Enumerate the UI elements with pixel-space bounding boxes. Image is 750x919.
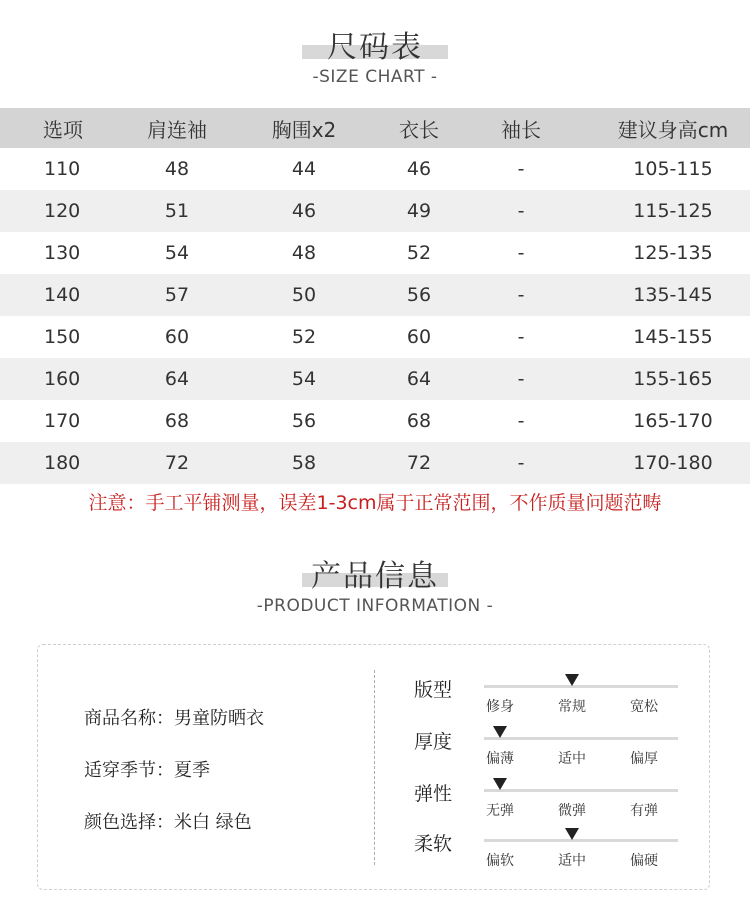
measurement-note: 注意：手工平铺测量，误差1-3cm属于正常范围，不作质量问题范畴 bbox=[88, 492, 662, 514]
table-cell: 135-145 bbox=[584, 274, 750, 316]
scale-option: 偏软 bbox=[486, 853, 514, 869]
table-cell: 105-115 bbox=[633, 158, 713, 180]
table-cell: 155-165 bbox=[584, 358, 750, 400]
table-cell: - bbox=[517, 326, 525, 348]
table-row bbox=[0, 316, 750, 358]
scale-line bbox=[484, 737, 678, 740]
table-cell: 56 bbox=[380, 274, 458, 316]
selected-marker-icon bbox=[493, 778, 507, 790]
table-cell: - bbox=[517, 410, 525, 432]
table-cell: 46 bbox=[406, 158, 432, 180]
header-length: 衣长 bbox=[380, 108, 458, 148]
table-cell: 115-125 bbox=[584, 190, 750, 232]
product-info-subtitle: -PRODUCT INFORMATION - bbox=[256, 596, 494, 616]
table-cell: 165-170 bbox=[633, 410, 713, 432]
size-chart-subtitle: -SIZE CHART - bbox=[312, 67, 438, 87]
table-row bbox=[0, 358, 750, 400]
table-cell: 160 bbox=[0, 358, 126, 400]
header-shoulder-sleeve: 肩连袖 bbox=[126, 108, 228, 148]
table-cell: - bbox=[517, 158, 525, 180]
size-table bbox=[0, 108, 750, 484]
info-label: 颜色选择： bbox=[84, 812, 174, 833]
scale-line bbox=[484, 789, 678, 792]
attribute-label: 厚度 bbox=[414, 731, 453, 753]
scale-option: 偏硬 bbox=[630, 853, 658, 869]
table-cell: 180 bbox=[0, 442, 126, 484]
table-cell: 72 bbox=[126, 442, 228, 484]
table-cell: 50 bbox=[228, 274, 380, 316]
table-row bbox=[0, 442, 750, 484]
table-cell: 54 bbox=[164, 242, 190, 264]
table-cell: 68 bbox=[406, 410, 432, 432]
header-height: 建议身高cm bbox=[584, 108, 750, 148]
table-cell: 60 bbox=[164, 326, 190, 348]
product-info-title: 产品信息 bbox=[311, 559, 439, 594]
attribute-label: 弹性 bbox=[414, 783, 453, 805]
scale-option: 有弹 bbox=[630, 803, 658, 819]
table-cell: 48 bbox=[291, 242, 317, 264]
scale-option: 偏薄 bbox=[486, 751, 514, 767]
selected-marker-icon bbox=[565, 674, 579, 686]
selected-marker-icon bbox=[565, 828, 579, 840]
table-cell: 64 bbox=[380, 358, 458, 400]
info-row-name bbox=[84, 704, 264, 730]
table-cell: 46 bbox=[228, 190, 380, 232]
table-cell: 49 bbox=[380, 190, 458, 232]
table-cell: 150 bbox=[44, 326, 81, 348]
info-divider bbox=[374, 670, 375, 865]
table-cell: - bbox=[458, 358, 584, 400]
table-cell: 48 bbox=[164, 158, 190, 180]
table-cell: 110 bbox=[44, 158, 81, 180]
info-label: 适穿季节： bbox=[84, 760, 174, 781]
table-cell: - bbox=[458, 190, 584, 232]
table-row bbox=[0, 190, 750, 232]
table-cell: 72 bbox=[380, 442, 458, 484]
table-row bbox=[0, 232, 750, 274]
info-row-season bbox=[84, 756, 210, 782]
size-table-header-row bbox=[0, 108, 750, 148]
table-cell: 120 bbox=[0, 190, 126, 232]
table-cell: - bbox=[458, 274, 584, 316]
size-chart-title: 尺码表 bbox=[327, 30, 423, 65]
table-cell: 170-180 bbox=[584, 442, 750, 484]
scale-line bbox=[484, 685, 678, 688]
selected-marker-icon bbox=[493, 726, 507, 738]
info-value: 夏季 bbox=[174, 760, 210, 781]
info-value: 米白 绿色 bbox=[174, 812, 252, 833]
table-cell: 64 bbox=[126, 358, 228, 400]
table-cell: 44 bbox=[291, 158, 317, 180]
table-cell: 140 bbox=[0, 274, 126, 316]
table-cell: 130 bbox=[44, 242, 81, 264]
table-cell: 52 bbox=[406, 242, 432, 264]
header-sleeve-length: 袖长 bbox=[458, 108, 584, 148]
attribute-label: 柔软 bbox=[414, 833, 453, 855]
scale-option: 修身 bbox=[486, 699, 514, 715]
table-cell: 68 bbox=[164, 410, 190, 432]
table-row bbox=[0, 400, 750, 442]
scale-option: 微弹 bbox=[558, 803, 586, 819]
table-cell: 57 bbox=[126, 274, 228, 316]
table-row bbox=[0, 148, 750, 190]
table-row bbox=[0, 274, 750, 316]
attribute-label: 版型 bbox=[414, 679, 453, 701]
header-chest: 胸围x2 bbox=[228, 108, 380, 148]
table-cell: 145-155 bbox=[633, 326, 713, 348]
table-cell: - bbox=[458, 442, 584, 484]
table-cell: 125-135 bbox=[633, 242, 713, 264]
table-cell: - bbox=[517, 242, 525, 264]
table-cell: 52 bbox=[291, 326, 317, 348]
table-cell: 56 bbox=[291, 410, 317, 432]
table-cell: 60 bbox=[406, 326, 432, 348]
info-label: 商品名称： bbox=[84, 708, 174, 729]
scale-option: 偏厚 bbox=[630, 751, 658, 767]
scale-option: 适中 bbox=[558, 853, 586, 869]
scale-option: 宽松 bbox=[630, 699, 658, 715]
scale-option: 无弹 bbox=[486, 803, 514, 819]
table-cell: 170 bbox=[44, 410, 81, 432]
header-option: 选项 bbox=[0, 108, 126, 148]
table-cell: 58 bbox=[228, 442, 380, 484]
table-cell: 54 bbox=[228, 358, 380, 400]
info-value: 男童防晒衣 bbox=[174, 708, 264, 729]
scale-line bbox=[484, 839, 678, 842]
info-row-color bbox=[84, 808, 252, 834]
scale-option: 适中 bbox=[558, 751, 586, 767]
scale-option: 常规 bbox=[558, 699, 586, 715]
table-cell: 51 bbox=[126, 190, 228, 232]
